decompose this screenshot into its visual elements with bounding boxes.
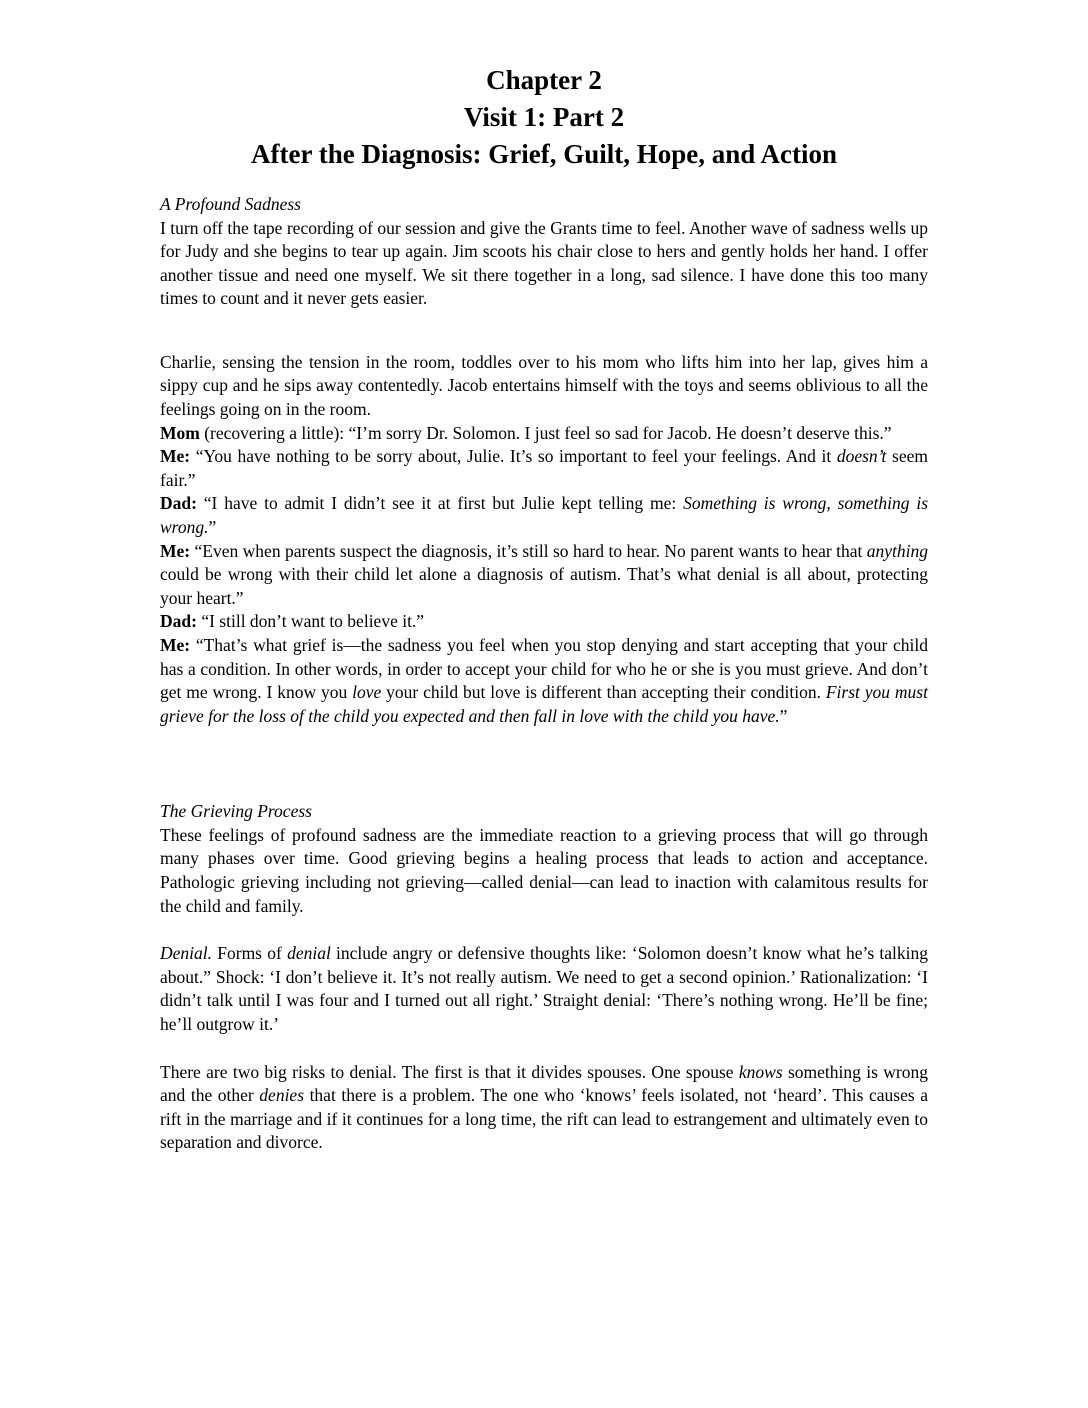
speaker-label: Me: [160,540,191,561]
dialogue-line [160,492,928,539]
dialogue-text: “Even when parents suspect the diagnosis, it’s still so hard to hear. No parent wants to hear that [190,540,867,561]
section-heading-profound-sadness: A Profound Sadness [160,194,301,214]
speaker-label: Me: [160,635,191,655]
emphasis-text: Denial. [160,943,213,964]
dialogue-text: seem fair.” [160,446,928,490]
chapter-number: Chapter 2 [486,65,602,95]
dialogue-line [160,422,928,446]
paragraph: Charlie, sensing the tension in the room, toddles over to his mom who lifts him into her lap, gives him a sippy cup and he sips away contentedly. Jacob entertains himself with the toys and seems oblivious to all the feelings going on in the room. [160,351,928,420]
speaker-label: Mom [160,422,200,443]
paragraph: I turn off the tape recording of our session and give the Grants time to feel. Another wave of sadness wells up for Judy and she begins to tear up again. Jim scoots his chair close to hers and gently holds her hand. I offer another tissue and need one myself. We sit there together in a long, sad silence. I have done this too many times to count and it never gets easier. [160,217,928,309]
emphasis-text: love [352,682,382,703]
paragraph-text: that there is a problem. The one who ‘knows’ feels isolated, not ‘heard’. This causes a rift in the marriage and if it continues for a long time, the rift can lead to estrangement and ultimately even to separation and divorce. [160,1085,928,1153]
dialogue-text: “I still don’t want to believe it.” [196,611,425,632]
dialogue-text: your child but love is different than accepting their condition. [381,682,826,703]
emphasis-text: knows [738,1061,783,1082]
dialogue-text: “You have nothing to be sorry about, Julie. It’s so important to feel your feelings. And it [190,446,837,467]
paragraph-text: Forms of [212,943,288,964]
chapter-title: After the Diagnosis: Grief, Guilt, Hope, and Action [251,139,837,169]
section-heading-grieving-process: The Grieving Process [160,801,312,822]
paragraph-text: something is wrong and the other [160,1061,928,1106]
emphasis-text: denial [287,943,331,964]
dialogue-text: ” [208,517,217,538]
dialogue-text: “I have to admit I didn’t see it at first but Julie kept telling me: [196,493,684,514]
dialogue-text: ” [779,705,788,726]
paragraph [160,1061,928,1155]
visit-title: Visit 1: Part 2 [463,102,625,132]
emphasis-text: denies [259,1085,305,1106]
speaker-label: Dad: [160,611,197,632]
emphasis-text: First you must grieve for the loss of the child you expected and then fall in love with the child you have. [160,682,928,726]
dialogue-text: (recovering a little): “I’m sorry Dr. Solomon. I just feel so sad for Jacob. He doesn’t deserve this.” [199,422,892,443]
emphasis-text: Something is wrong, something is wrong. [160,493,929,538]
dialogue-line [160,634,928,728]
dialogue-line [160,445,928,492]
speaker-label: Me: [160,446,191,467]
dialogue-text: “That’s what grief is—the sadness you feel when you stop denying and start accepting that your child has a condition. In other words, in order to accept your child for who he or she is you must grieve. And don’t get me wrong. I know you [160,635,928,703]
dialogue-text: could be wrong with their child let alone a diagnosis of autism. That’s what denial is all about, protecting your heart.” [160,564,928,608]
paragraph-text: There are two big risks to denial. The first is that it divides spouses. One spouse [160,1061,739,1082]
document-page [160,62,928,1155]
dialogue-line [160,610,928,634]
speaker-label: Dad: [160,493,197,514]
paragraph-text: include angry or defensive thoughts like: ‘Solomon doesn’t know what he’s talking about.” Shock: ‘I don’t believe it. It’s not really autism. We need to get a second opinion.’ Rationalization: ‘I didn’t talk until I was four and I turned out all right.’ Straight denial: ‘There’s nothing wrong. He’ll be fine; he’ll outgrow it.’ [160,943,929,1035]
emphasis-text: anything [866,540,928,561]
chapter-header [160,62,928,173]
paragraph [160,942,928,1036]
emphasis-text: doesn’t [836,446,887,467]
dialogue-line [160,540,928,611]
paragraph: These feelings of profound sadness are the immediate reaction to a grieving process that will go through many phases over time. Good grieving begins a healing process that leads to action and acceptance. Pathologic grieving including not grieving—called denial—can lead to inaction with calamitous results for the child and family. [160,824,928,916]
